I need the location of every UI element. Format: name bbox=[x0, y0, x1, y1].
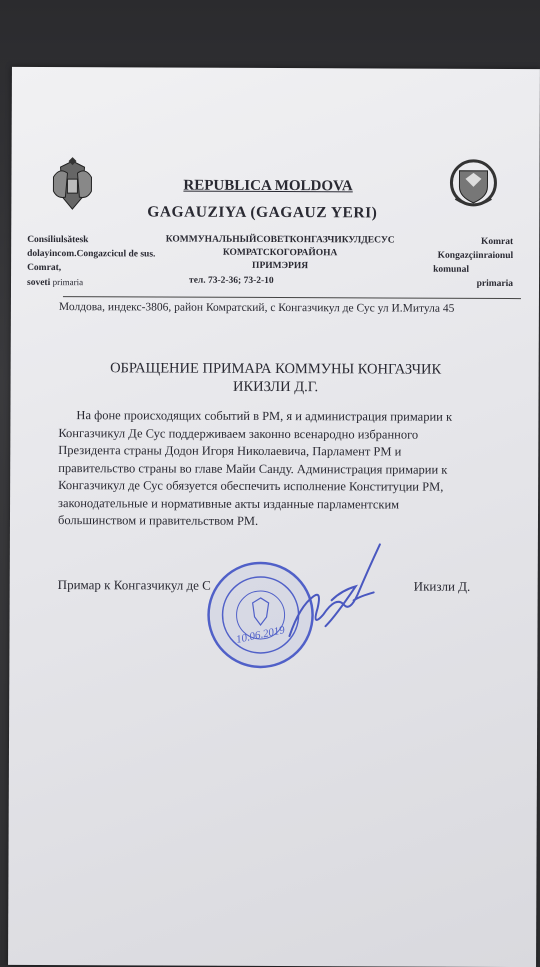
document-paper bbox=[8, 67, 540, 967]
header-right-block: Komrat Kongazçiinraionul komunal primaria bbox=[433, 236, 514, 290]
stamp-date: 10.06.2019 bbox=[234, 624, 286, 646]
moldova-coat-of-arms-icon bbox=[47, 155, 97, 215]
header-left-block: Consiliulsătesk dolayincom.Congazcicul de sus. Comrat, soveti primaria bbox=[26, 234, 156, 289]
header-divider bbox=[63, 296, 521, 299]
handwritten-signature bbox=[271, 540, 391, 651]
header-gagauzia: GAGAUZIYA (GAGAUZ YERI) bbox=[147, 203, 378, 222]
header-republic: REPUBLICA MOLDOVA bbox=[183, 177, 353, 195]
signature-label: Примар к Конгазчикул де С bbox=[57, 577, 211, 593]
document-title: ОБРАЩЕНИЕ ПРИМАРА КОММУНЫ КОНГАЗЧИК ИКИЗЛИ Д.Г. bbox=[110, 360, 442, 396]
header-center-block: КОММУНАЛЬНЫЙСОВЕТКОНГАЗЧИКУЛДЕСУС КОМРАТСКОГОРАЙОНА ПРИМЭРИЯ bbox=[165, 234, 395, 272]
header-phone: тел. 73-2-36; 73-2-10 bbox=[189, 275, 274, 286]
document-body: На фоне происходящих событий в РМ, я и администрация примарии к Конгазчикул Де Сус поддерживаем законно всенародно избранного Президента страны Додон Игоря Николаевича, Парламент РМ и правительство страны во главе Майи Санду. Администрация примарии к Конгазчикул де Сус обязуется обеспечить исполнение Конституции РМ, законодательные и нормативные акты изданные парламентским большинством и правительством РМ. bbox=[57, 408, 453, 528]
signatory-name: Икизли Д. bbox=[413, 578, 471, 594]
address-line: Молдова, индекс-3806, район Комратский, с Конгазчикул де Сус ул И.Митула 45 bbox=[58, 301, 455, 315]
gagauzia-coat-of-arms-icon bbox=[445, 153, 501, 215]
